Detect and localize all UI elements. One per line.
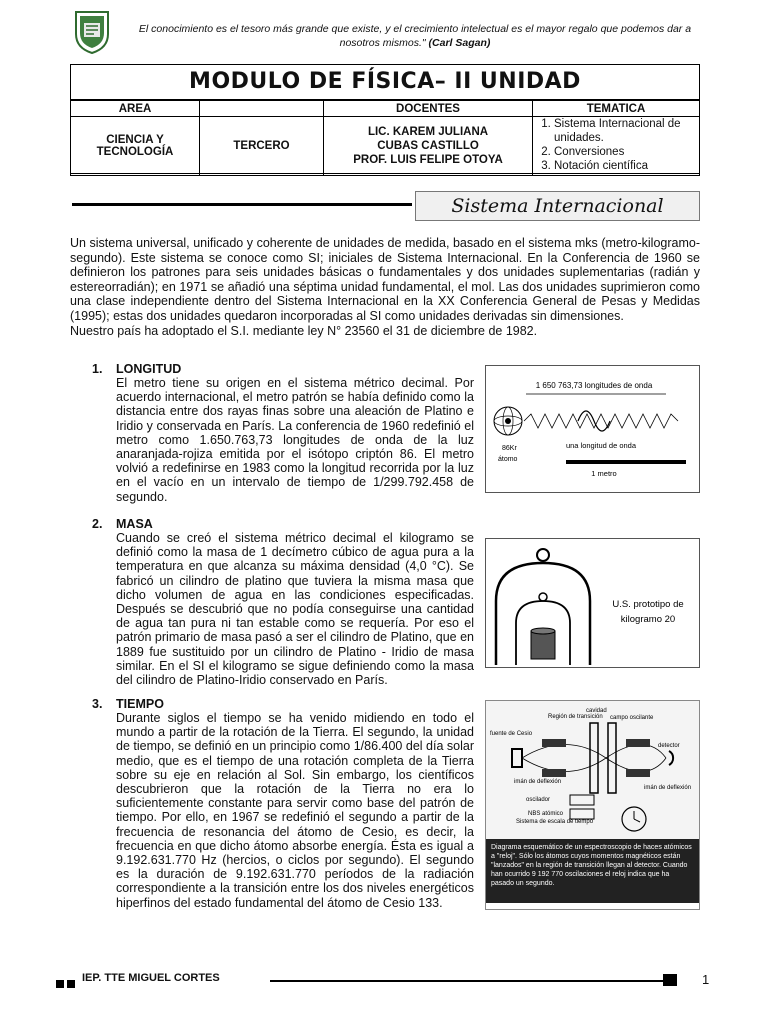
item-number: 2. [92,517,103,531]
school-logo [72,10,112,54]
fig1-meter-label: 1 metro [591,469,617,478]
area-cell [71,117,200,176]
grade-value: TERCERO [233,140,290,152]
fig1-wave-label: una longitud de onda [565,441,637,450]
teacher-line: CUBAS CASTILLO [377,140,479,152]
grade-cell [200,117,324,176]
footer-block [663,974,677,986]
item-title-tiempo: TIEMPO [116,697,164,711]
fig1-kr-label: 86Kr [502,445,517,452]
footer-rule [270,980,670,982]
quote-text: El conocimiento es el tesoro más grande que existe, y el crecimiento intelectual es el mayor regalo que podemos dar a nosotros mismos." [138,23,692,49]
intro-paragraph: Nuestro país ha adoptado el S.I. mediante ley N° 23560 el 31 de diciembre de 1982. [70,323,538,338]
intro-paragraph: Un sistema universal, unificado y coherente de unidades de medida, basado en el sistema mks (metro-kilogramo- segundo). Este sistema se conoce como SI; iniciales de Sistema Internacional. En la Conferencia de 1960 se definieron los patrones para seis unidades básicas o fundamentales y dos unidades suplementarias (radián y estereorradián); en 1971 se añadió una séptima unidad fundamental, el mol. Las dos unidades suprimieron como una clase independiente dentro del Sistema Internacional en la XX Conferencia General de Pesas y Medidas (1995); estas dos unidades quedaron incorporadas al SI como unidades derivadas sin dimensiones. [70,236,700,323]
fig3-magnet2-label: imán de deflexión [644,785,692,791]
kilogram-diagram [486,539,699,667]
section-title: Sistema Internacional [415,191,700,221]
fig2-caption-line2: kilogramo 20 [620,614,676,625]
fig3-nbs-label: NBS atómico [528,811,564,817]
item-body-text: Cuando se creó el sistema métrico decimal el kilogramo se definió como la masa de 1 decímetro cúbico de agua pura a la temperatura en que alcanza su máxima densidad (4,0 °C). Se fabricó un cilindro de platino que tuviera la misma masa que dicho volumen de agua en las condiciones especificadas. Después se descubrió que no podía conseguirse una cantidad de agua tan pura ni tan estable como se requería. Por eso el patrón primario de masa pasó a ser el cilindro de Platino, que en 1889 fue sustituido por un cilindro de Platino - Iridio de masa similar. En el SI el kilogramo se sigue definiendo como la masa del cilindro de Platino-Iridio conservado en París. [116,531,474,688]
fig1-top-label: 1 650 763,73 longitudes de onda [535,381,653,390]
footer-school-name: IEP. TTE MIGUEL CORTES [82,972,220,984]
fig3-region-label: Región de transición [548,714,603,720]
item-body-longitud: El metro tiene su origen en el sistema métrico decimal. Por acuerdo internacional, el metro patrón se había definido como la distancia entre dos rayas finas sobre una aleación de Platino e Iridio y conservada en París. La conferencia de 1960 redefinió el metro como 1.650.763,73 longitudes de onda de la luz anaranjada-rojiza emitida por el isótopo criptón 86. El metro volvió a redefinirse en 1983 como la longitud recorrida por la luz en el vacío en un intervalo de tiempo de 1/299.792.458 de segundo. [116,376,474,504]
fig3-caption: Diagrama esquemático de un espectroscopio de haces atómicos a "reloj". Sólo los átomos cuyos momentos magnéticos están "lanzados" en la región de transición llegan al detector. Cuando han ocurrido 9 192 770 oscilaciones el reloj indica que ha pasado un segundo. [486,839,699,903]
fig2-caption-line1: U.S. prototipo de [612,599,684,610]
footer-decoration [56,975,78,993]
area-value: CIENCIA Y TECNOLOGÍA [96,134,174,158]
fig3-detector-label: detector [658,743,680,749]
teacher-line: LIC. KAREM JULIANA [367,126,489,138]
figure-meter [485,365,700,493]
topic-item: 3. Notación científica [554,159,696,173]
teacher-line: PROF. LUIS FELIPE OTOYA [353,154,503,166]
topics-list [536,117,696,173]
item-body-masa [116,531,474,687]
figure-kilogram [485,538,700,668]
fig3-scale-label: Sistema de escala de tiempo [516,819,594,825]
topic-item: 1. Sistema Internacional de unidades. [554,117,696,145]
col-header-grade [200,101,324,117]
atomic-clock-diagram [486,701,699,839]
col-header-teachers: DOCENTES [324,101,533,117]
module-title: MODULO DE FÍSICA– II UNIDAD [70,64,700,100]
col-header-area: AREA [71,101,200,117]
quote-author: (Carl Sagan) [428,37,491,49]
fig3-cavity-label: cavidad [586,708,607,714]
item-number: 1. [92,362,103,376]
item-body-tiempo: Durante siglos el tiempo se ha venido midiendo en todo el mundo a partir de la rotación de la Tierra. El segundo, la unidad de tiempo, se definió en un principio como 1/86.400 del día solar medio, que es el tiempo de una rotación completa de la Tierra sobre su eje en relación al Sol. Sin embargo, los científicos descubrieron que la rotación de la Tierra no era lo suficientemente constante para servir como base del patrón de tiempo. Por ello, en 1967 se redefinió el segundo a partir de la frecuencia de resonancia del átomo de Cesio, es decir, la frecuencia en que dicho átomo absorbe energía. Ésta es igual a 9.192.631.770 Hz (hercios, o ciclos por segundo). El segundo es la duración de 9.192.631.770 períodos de la radiación correspondiente a la transición entre los dos niveles energéticos hiperfinos del estado fundamental del átomo de Cesio 133. [116,711,474,910]
fig3-oscillator-label: oscilador [526,797,551,803]
item-title-masa: MASA [116,517,153,531]
intro-text [70,236,700,338]
item-number: 3. [92,697,103,711]
fig3-source-label: fuente de Cesio [490,731,533,737]
fig3-field-label: campo oscilante [610,715,654,721]
fig1-atom-label: átomo [498,456,518,463]
col-header-topics: TEMATICA [533,101,700,117]
page-number: 1 [702,972,710,987]
info-table [70,100,700,176]
header-quote [130,22,700,50]
figure-atomic-clock [485,700,700,910]
topic-item: 2. Conversiones [554,145,696,159]
fig3-magnet1-label: imán de deflexión [514,779,562,785]
topics-cell [533,117,700,176]
meter-diagram [486,366,699,492]
section-rule [72,203,412,206]
teachers-cell [324,117,533,176]
item-title-longitud: LONGITUD [116,362,182,376]
